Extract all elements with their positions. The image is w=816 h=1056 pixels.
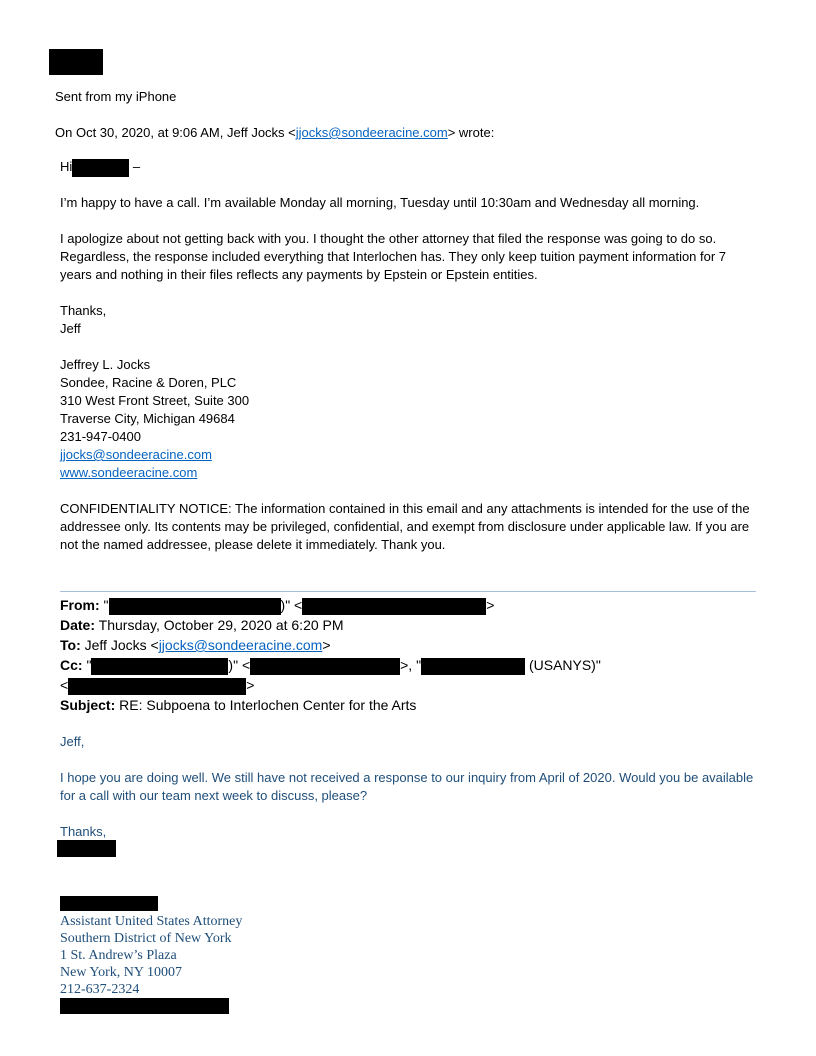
redaction-block bbox=[421, 658, 525, 675]
confidentiality-notice: CONFIDENTIALITY NOTICE: The information contained in this email and any attachments is intended for the use of the addressee only. Its contents may be privileged, confidential, and exempt from disclosure under applicable law. If you are not the named addressee, please delete it immediately. Thank you. bbox=[60, 501, 750, 552]
redaction-block bbox=[68, 678, 246, 695]
subject-line bbox=[60, 695, 416, 715]
to-line bbox=[60, 635, 331, 655]
signature-email-link[interactable]: jjocks@sondeeracine.com bbox=[60, 447, 212, 462]
from-mid: )" < bbox=[280, 597, 303, 613]
cc-line-2 bbox=[60, 675, 254, 695]
cc-mid: )" < bbox=[228, 657, 251, 673]
cc-line2-open: < bbox=[60, 677, 69, 693]
from-close: > bbox=[486, 597, 495, 613]
signature-website-link[interactable]: www.sondeeracine.com bbox=[60, 465, 198, 480]
from-label: From: bbox=[60, 597, 100, 613]
ausa-address: 1 St. Andrew’s Plaza bbox=[60, 948, 177, 963]
to-suffix: > bbox=[322, 637, 331, 653]
cc-label: Cc: bbox=[60, 657, 83, 673]
redaction-block bbox=[91, 658, 228, 675]
original-thanks: Thanks, bbox=[60, 824, 107, 839]
reply-greeting bbox=[60, 158, 140, 177]
date-label: Date: bbox=[60, 617, 96, 633]
to-prefix: Jeff Jocks < bbox=[80, 637, 159, 653]
redaction-block bbox=[72, 159, 129, 177]
subject-label: Subject: bbox=[60, 697, 116, 713]
ausa-district: Southern District of New York bbox=[60, 931, 232, 946]
signature-street: 310 West Front Street, Suite 300 bbox=[60, 393, 250, 408]
redaction-block bbox=[49, 49, 103, 75]
sent-from-line: Sent from my iPhone bbox=[55, 89, 177, 104]
reply-signoff-name: Jeff bbox=[60, 321, 81, 336]
original-body: I hope you are doing well. We still have not received a response to our inquiry from April of 2020. Would you be available for a call with our team next week to discuss, please? bbox=[60, 770, 754, 803]
signature-city: Traverse City, Michigan 49684 bbox=[60, 411, 235, 426]
redaction-block bbox=[60, 896, 158, 911]
cc-open-quote: " bbox=[82, 657, 92, 673]
date-line bbox=[60, 615, 344, 635]
signature-phone: 231-947-0400 bbox=[60, 429, 141, 444]
from-open-quote: " bbox=[99, 597, 109, 613]
date-value: Thursday, October 29, 2020 at 6:20 PM bbox=[95, 617, 344, 633]
greeting-dash: – bbox=[132, 159, 141, 174]
on-wrote-suffix: > wrote: bbox=[447, 125, 495, 140]
redaction-block bbox=[57, 840, 116, 857]
reply-paragraph-2: I apologize about not getting back with you. I thought the other attorney that filed the response was going to do so. Regardless, the response included everything that Interlochen has. They only keep tuition payment information for 7 years and nothing in their files reflects any payments by Epstein or Epstein entities. bbox=[60, 231, 727, 282]
cc-line2-close: > bbox=[246, 677, 255, 693]
on-wrote-line bbox=[55, 124, 494, 142]
redaction-block bbox=[60, 998, 229, 1014]
redaction-block bbox=[302, 598, 486, 615]
ausa-phone: 212-637-2324 bbox=[60, 982, 140, 997]
reply-thanks: Thanks, bbox=[60, 303, 107, 318]
greeting-text: Hi bbox=[60, 159, 73, 174]
jjocks-email-link[interactable]: jjocks@sondeeracine.com bbox=[295, 125, 448, 140]
cc-org: (USANYS)" bbox=[525, 657, 601, 673]
redaction-block bbox=[109, 598, 281, 615]
cc-line bbox=[60, 655, 601, 675]
cc-separator: >, " bbox=[400, 657, 422, 673]
subject-value: RE: Subpoena to Interlochen Center for the Arts bbox=[115, 697, 417, 713]
to-email-link[interactable]: jjocks@sondeeracine.com bbox=[158, 637, 323, 653]
to-label: To: bbox=[60, 637, 81, 653]
redaction-block bbox=[250, 658, 400, 675]
reply-paragraph-1: I’m happy to have a call. I’m available Monday all morning, Tuesday until 10:30am and Wednesday all morning. bbox=[60, 195, 700, 210]
original-greeting: Jeff, bbox=[60, 734, 85, 749]
ausa-title: Assistant United States Attorney bbox=[60, 914, 243, 929]
on-wrote-prefix: On Oct 30, 2020, at 9:06 AM, Jeff Jocks < bbox=[55, 125, 296, 140]
header-divider bbox=[60, 591, 756, 592]
from-line bbox=[60, 595, 494, 615]
signature-name: Jeffrey L. Jocks bbox=[60, 357, 151, 372]
signature-firm: Sondee, Racine & Doren, PLC bbox=[60, 375, 237, 390]
ausa-city: New York, NY 10007 bbox=[60, 965, 182, 980]
